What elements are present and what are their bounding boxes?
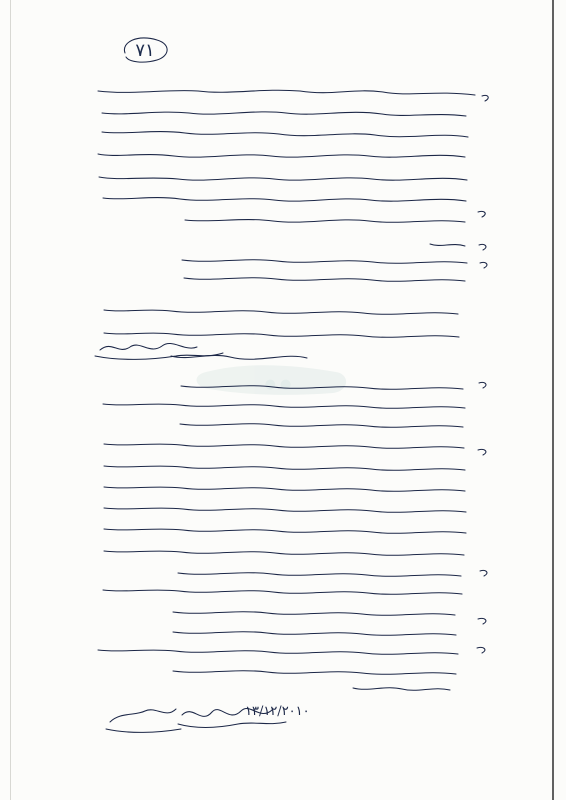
watermark-smudge [197, 365, 347, 395]
paragraph-1 [98, 90, 475, 281]
paragraph-3 [98, 386, 466, 691]
svg-text:● ●: ● ● [264, 377, 292, 392]
signature-middle [95, 343, 223, 359]
date-value: ١٣/١٢/٢٠١٠ [245, 704, 310, 719]
paragraph-2 [104, 310, 459, 359]
page-number-text: ٧١ [135, 39, 155, 61]
right-bullets [477, 95, 488, 653]
date-text [245, 700, 310, 719]
